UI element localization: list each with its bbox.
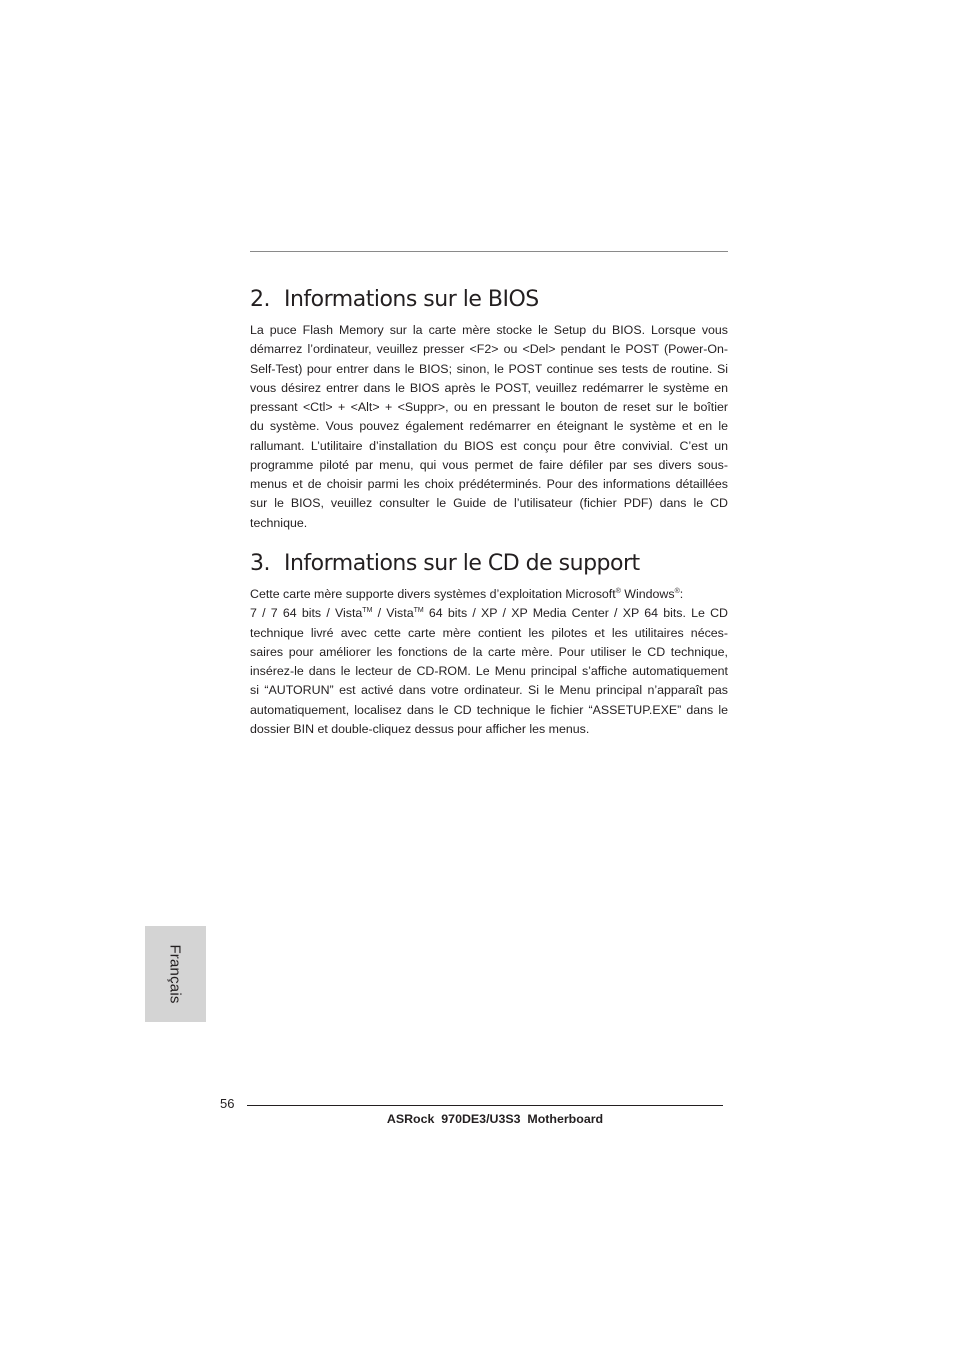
cd-line <box>250 585 728 604</box>
cd-section-title: Informations sur le CD de support <box>284 551 640 576</box>
bios-section-heading <box>250 286 728 314</box>
bios-line: sur le BIOS, veuillez consulter le Guide de l’utilisateur (fichier PDF) dans le CD <box>250 496 728 511</box>
footer-product-name: ASRock 970DE3/U3S3 Motherboard <box>386 1112 604 1126</box>
cd-line: insérez-le dans le lecteur de CD-ROM. Le Menu principal s’affiche automatiquement <box>250 664 728 678</box>
bios-section-body <box>250 321 728 533</box>
bios-line: technique. <box>250 515 308 530</box>
cd-line: dossier BIN et double-cliquez dessus pour afficher les menus. <box>250 721 590 736</box>
footer-rule <box>247 1105 723 1106</box>
bios-line: programme piloté par menu, qui vous permet de faire défiler par ses divers sous- <box>250 457 728 472</box>
registered-mark: ® <box>674 588 680 595</box>
bios-line: Self-Test) pour entrer dans le BIOS; sinon, le POST continue ses tests de routine. Si <box>250 361 728 376</box>
bios-line: du système. Vous pouvez également redémarrer en éteignant le système et en le <box>250 419 728 434</box>
language-tab-label: Français <box>166 944 184 1004</box>
cd-line: si “AUTORUN” est activé dans votre ordinateur. Si le Menu principal n’apparaît pas <box>250 683 728 698</box>
trademark-mark: TM <box>413 607 424 615</box>
cd-line2-text: 7 / 7 64 bits / Vista <box>250 606 363 621</box>
cd-line <box>250 604 728 623</box>
cd-section-number: 3. <box>250 551 270 576</box>
bios-line: La puce Flash Memory sur la carte mère stocke le Setup du BIOS. Lorsque vous <box>250 323 728 337</box>
bios-section-number: 2. <box>250 287 270 312</box>
bios-line: rallumant. L’utilitaire d’installation du BIOS est conçu pour être convivial. C’est un <box>250 438 728 453</box>
trademark-mark: TM <box>362 607 373 615</box>
cd-line2-text2: / Vista <box>372 606 414 621</box>
cd-line2-text3: 64 bits / XP / XP Media Center / XP 64 bits. Le CD <box>423 606 729 621</box>
bios-line: démarrez l’ordinateur, veuillez presser <F2> ou <Del> pendant le POST (Power-On- <box>250 342 728 357</box>
cd-section-body <box>250 585 728 739</box>
cd-line1-text: Cette carte mère supporte divers systèmes d’exploitation Microsoft <box>250 587 616 601</box>
language-tab <box>145 926 206 1022</box>
bios-section-title: Informations sur le BIOS <box>284 287 539 312</box>
bios-line: menus et de choisir parmi les choix prédéterminés. Pour des informations détaillées <box>250 477 728 491</box>
cd-line1-text2: Windows <box>620 587 675 601</box>
top-rule <box>250 251 728 252</box>
bios-line: pressant <Ctl> + <Alt> + <Suppr>, ou en pressant le bouton de reset sur le boîtier <box>250 400 728 414</box>
cd-line1-text3: : <box>679 587 684 601</box>
cd-line: saires pour améliorer les fonctions de la carte mère. Pour utiliser le CD technique, <box>250 644 728 659</box>
registered-mark: ® <box>615 588 621 595</box>
bios-line: vous désirez entrer dans le BIOS après le POST, veuillez redémarrer le système en <box>250 380 728 395</box>
page-number: 56 <box>220 1096 235 1111</box>
cd-line: automatiquement, localisez dans le CD technique le fichier “ASSETUP.EXE” dans le <box>250 702 728 717</box>
cd-section-heading <box>250 550 728 578</box>
cd-line: technique livré avec cette carte mère contient les pilotes et les utilitaires néces- <box>250 625 728 640</box>
